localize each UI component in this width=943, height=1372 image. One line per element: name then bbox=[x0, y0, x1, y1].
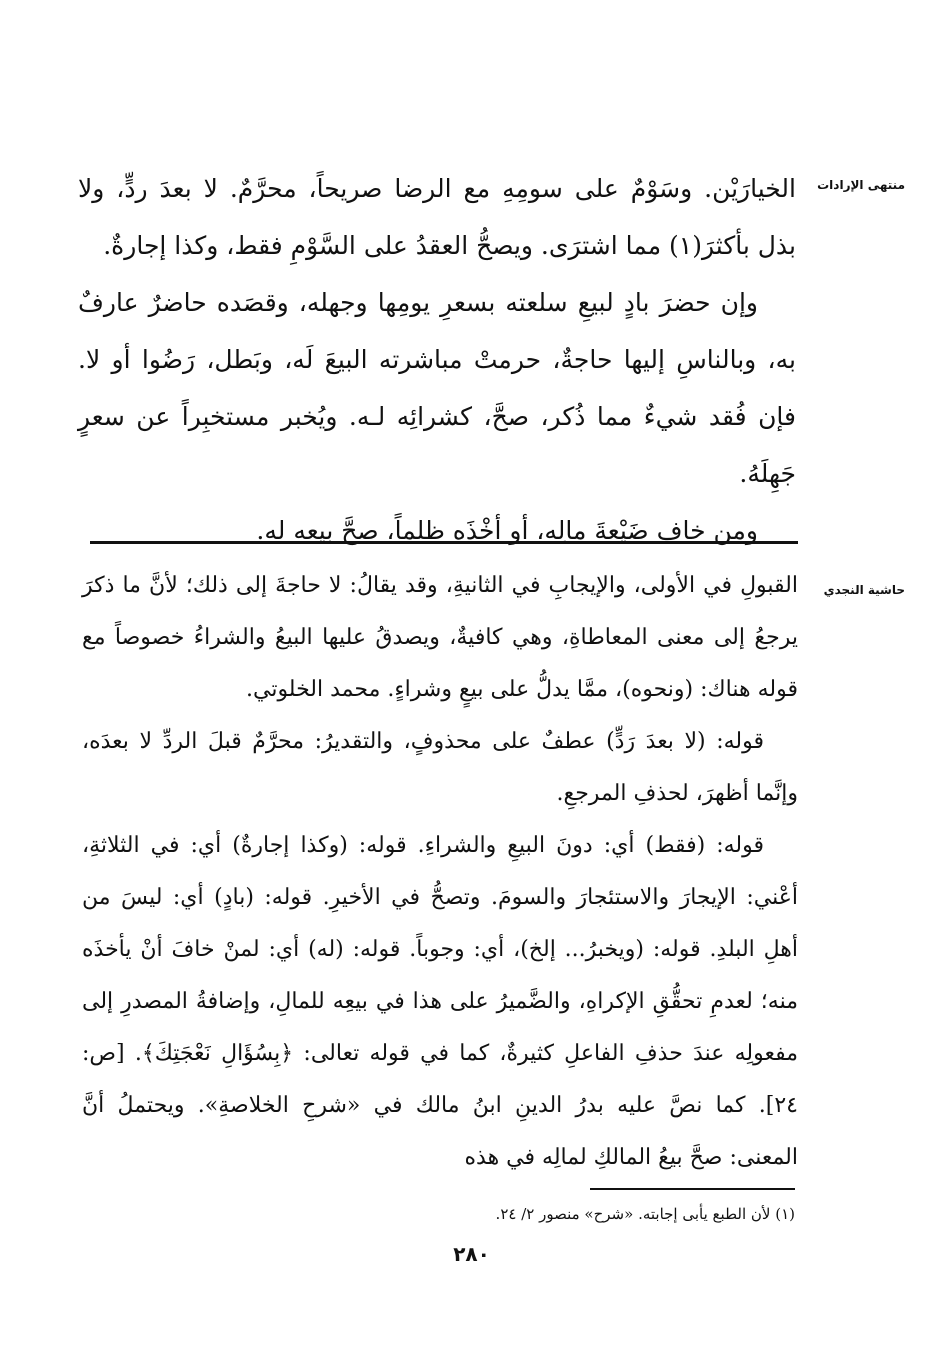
commentary-text-block bbox=[82, 560, 798, 1184]
footnote: (١) لأن الطبع يأبى إجابته. «شرح» منصور ٢/ ٢٤. bbox=[495, 1205, 795, 1223]
side-label-main-text: منتهى الإرادات bbox=[817, 178, 905, 192]
commentary-paragraph: قوله: (فقط) أي: دونَ البيعِ والشراءِ. قوله: (وكذا إجارةٌ) أي: في الثلاثةِ، أعْني: الإيجارَ والاستئجارَ والسومَ. وتصحُّ في الأخيرِ. قوله: (بادٍ) أي: ليسَ من أهلِ البلدِ. قوله: (ويخبرُ... إلخ)، أي: وجوباً. قوله: (له) أي: لمنْ خافَ أنْ يأخذَه منه؛ لعدمِ تحقُّقِ الإكراهِ، والضَّميرُ على هذا في بيعِه للمالِ، وإضافةُ المصدرِ إلى مفعولِه عندَ حذفِ الفاعلِ كثيرةٌ، كما في قوله تعالى: ﴿بِسُؤَالِ نَعْجَتِكَ﴾. [ص: ٢٤]. كما نصَّ عليه بدرُ الدينِ ابنُ مالك في «شرحِ الخلاصةِ». ويحتملُ أنَّ المعنى: صحَّ بيعُ المالكِ لمالِه في هذه bbox=[82, 833, 798, 1170]
commentary-paragraph: قوله: (لا بعدَ رَدٍّ) عطفٌ على محذوفٍ، والتقديرُ: محرَّمٌ قبلَ الردِّ لا بعدَه، وإنَّما أظهرَ، لحذفِ المرجعِ. bbox=[82, 729, 798, 806]
main-paragraph: ومن خاف ضَيْعةَ مالِه، أو أخْذَه ظلماً، صحَّ بيعه له. bbox=[256, 516, 758, 545]
side-label-commentary: حاشية النجدي bbox=[823, 583, 905, 597]
page-number: ٢٨٠ bbox=[453, 1242, 490, 1266]
main-paragraph: وإن حضرَ بادٍ لبيعِ سلعته بسعرِ يومِها وجهله، وقصَده حاضرٌ عارفٌ به، وبالناسِ إليها حاجةٌ، حرمتْ مباشرته البيعَ لَه، وبَطل، رَضُوا أو لا. فإن فُقد شيءٌ مما ذُكر، صحَّ، كشرائِه لـه. ويُخبر مستخبِراً عن سعرٍ جَهِلَهُ. bbox=[78, 288, 796, 488]
section-divider bbox=[90, 541, 798, 544]
footnote-divider bbox=[590, 1188, 795, 1190]
commentary-paragraph: القبولِ في الأولى، والإيجابِ في الثانيةِ، وقد يقالُ: لا حاجةَ إلى ذلك؛ لأنَّ ما ذكرَ يرجعُ إلى معنى المعاطاةِ، وهي كافيةٌ، ويصدقُ عليها البيعُ والشراءُ خصوصاً مع قوله هناك: (ونحوه)، ممَّا يدلُّ على بيعٍ وشراءٍ. محمد الخلوتي. bbox=[82, 573, 798, 702]
main-text-block bbox=[78, 160, 796, 559]
main-paragraph: الخيارَيْن. وسَوْمٌ على سومِهِ مع الرضا صريحاً، محرَّمٌ. لا بعدَ ردٍّ، ولا بذل بأكثرَ(١) مما اشترَى. ويصحُّ العقدُ على السَّوْمِ فقط، وكذا إجارةٌ. bbox=[78, 174, 796, 260]
